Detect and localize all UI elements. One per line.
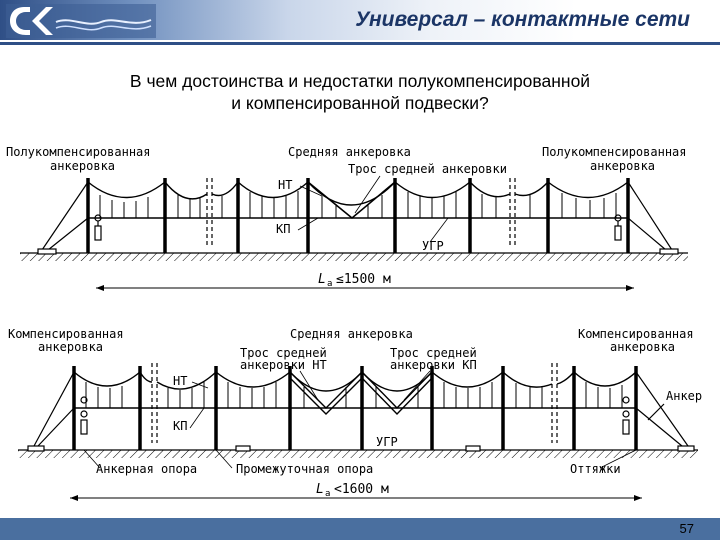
- company-logo: [6, 4, 156, 38]
- bottom-length-value: <1600 м: [334, 482, 389, 497]
- top-label-cable: Трос средней анкеровки: [348, 162, 507, 176]
- top-label-nt: НТ: [278, 178, 293, 192]
- bottom-label-anchor: Анкер: [666, 389, 703, 403]
- bottom-label-kp: КП: [173, 419, 188, 433]
- bottom-label-cable-kp: Трос средней: [390, 346, 477, 360]
- top-label-kp: КП: [276, 222, 291, 236]
- page-number: 57: [679, 521, 694, 536]
- top-length-symbol: L: [318, 272, 326, 287]
- bottom-label-nt: НТ: [173, 374, 188, 388]
- top-label-ugr: УГР: [422, 239, 444, 253]
- bottom-label-left2: анкеровка: [38, 340, 104, 354]
- bottom-label-right: Компенсированная: [578, 327, 694, 341]
- bottom-left-anchor: [28, 372, 87, 451]
- bottom-label-ugr: УГР: [376, 435, 398, 449]
- top-leaders: [298, 176, 448, 242]
- bottom-right-anchor: [623, 372, 694, 451]
- bottom-label-cable-nt: Трос средней: [240, 346, 327, 360]
- top-diagram: [6, 145, 688, 291]
- question-line-2: и компенсированной подвески?: [231, 93, 489, 113]
- bottom-length-symbol: L: [316, 482, 324, 497]
- top-length-value: ≤1500 м: [336, 272, 391, 287]
- bottom-label-anchor-pole: Анкерная опора: [96, 462, 198, 476]
- top-ground: [20, 253, 688, 261]
- bottom-label-cable-nt2: анкеровки НТ: [240, 358, 327, 372]
- top-length-dimension: [96, 272, 634, 291]
- top-label-right: Полукомпенсированная: [542, 145, 687, 159]
- top-label-left2: анкеровка: [50, 159, 116, 173]
- question-text: [80, 70, 640, 114]
- slide-footer: [0, 518, 720, 540]
- header-title: Универсал – контактные сети: [355, 8, 690, 31]
- header-divider: [0, 42, 720, 45]
- top-poles: [88, 178, 628, 253]
- bottom-label-cable-kp2: анкеровки КП: [390, 358, 477, 372]
- bottom-messenger-wire: [74, 372, 636, 391]
- bottom-ground: [18, 450, 698, 458]
- bottom-length-subscript: а: [325, 489, 331, 499]
- question-line-1: В чем достоинства и недостатки полукомпенсированной: [129, 71, 591, 91]
- bottom-label-guys: Оттяжки: [570, 462, 621, 476]
- top-label-right2: анкеровка: [590, 159, 656, 173]
- bottom-label-mid: Средняя анкеровка: [290, 327, 413, 341]
- top-label-left: Полукомпенсированная: [6, 145, 151, 159]
- bottom-label-right2: анкеровка: [610, 340, 676, 354]
- top-label-mid: Средняя анкеровка: [288, 145, 411, 159]
- top-length-subscript: а: [327, 279, 333, 289]
- bottom-label-left: Компенсированная: [8, 327, 124, 341]
- bottom-label-mid-pole: Промежуточная опора: [236, 462, 374, 476]
- catenary-diagram: [0, 138, 720, 508]
- slide-header: [0, 0, 720, 50]
- bottom-length-dimension: [70, 482, 642, 501]
- bottom-diagram: [8, 327, 702, 501]
